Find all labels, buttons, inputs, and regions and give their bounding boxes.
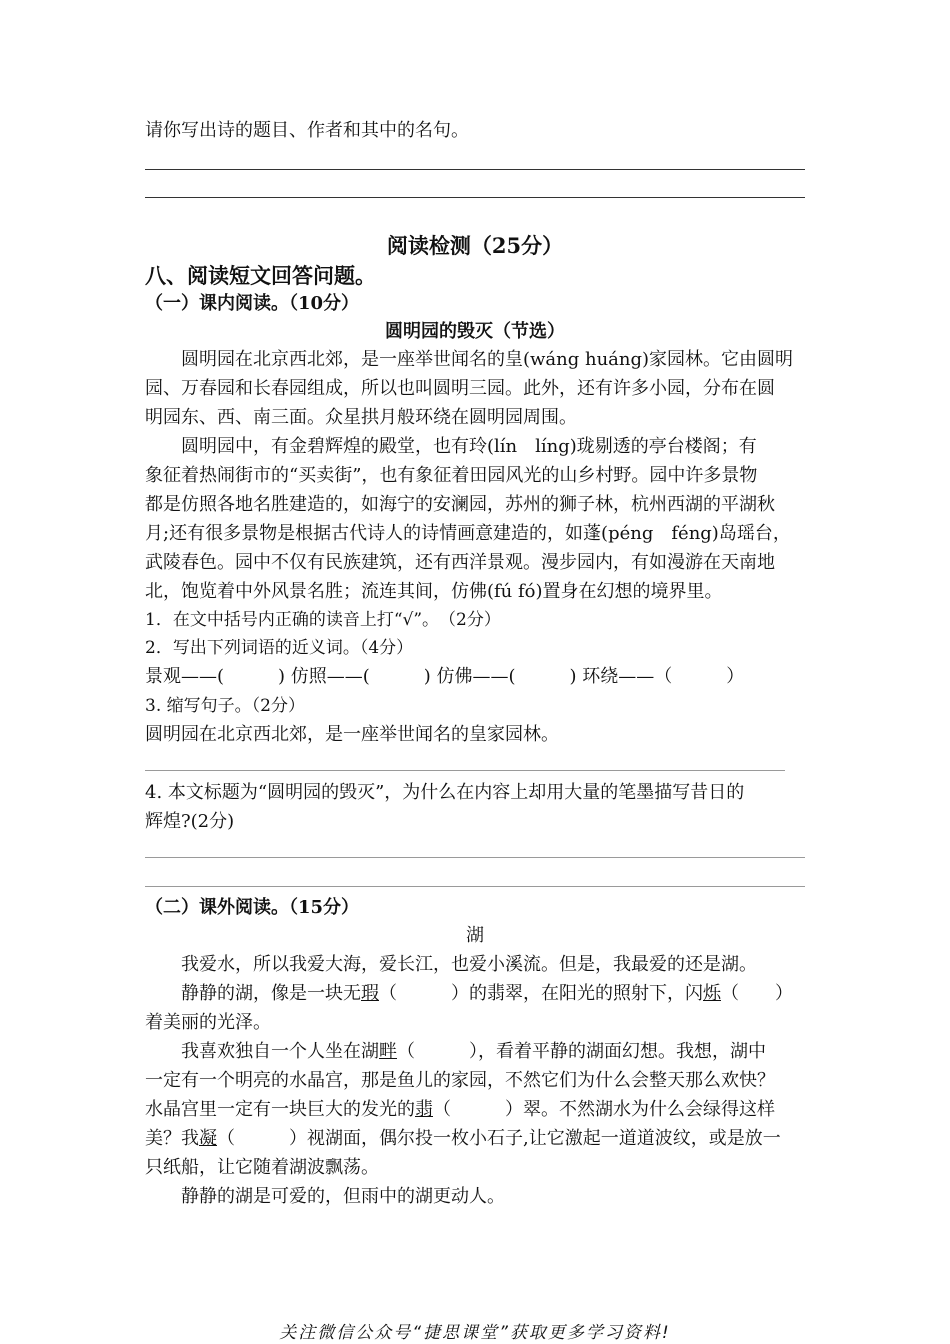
underlined-char: 畔	[379, 1041, 397, 1062]
answer-line	[145, 857, 805, 858]
passage1-line: 明园东、西、南三面。众星拱月般环绕在圆明园周围。	[145, 407, 577, 428]
passage1-line: 月;还有很多景物是根据古代诗人的诗情画意建造的，如蓬(péng féng)岛瑶台，	[145, 523, 791, 544]
question-2-words: 景观——( ) 仿照——( ) 仿佛——( ) 环绕——（ ）	[145, 666, 745, 687]
question-4-cont: 辉煌?(2分)	[145, 811, 235, 832]
part2-heading: （二）课外阅读。（15分）	[145, 897, 360, 918]
passage1-line: 园、万春园和长春园组成，所以也叫圆明三园。此外，还有许多小园，分布在圆	[145, 378, 775, 399]
passage2-line: 我爱水，所以我爱大海，爱长江，也爱小溪流。但是，我最爱的还是湖。	[145, 954, 757, 975]
underlined-char: 烁	[703, 983, 721, 1004]
passage1-line: 圆明园中，有金碧辉煌的殿堂，也有玲(lín líng)珑剔透的亭台楼阁；有	[145, 436, 757, 457]
poem-instruction: 请你写出诗的题目、作者和其中的名句。	[145, 120, 469, 141]
passage1-line: 圆明园在北京西北郊，是一座举世闻名的皇(wáng huáng)家园林。它由圆明	[145, 349, 794, 370]
footer-promo: 关注微信公众号“捷思课堂”获取更多学习资料!	[279, 1323, 671, 1343]
question-4: 4. 本文标题为“圆明园的毁灭”，为什么在内容上却用大量的笔墨描写昔日的	[145, 782, 745, 803]
passage2-line: 静静的湖，像是一块无瑕（ ）的翡翠，在阳光的照射下，闪烁（ ）	[145, 983, 793, 1004]
passage1-line: 都是仿照各地名胜建造的，如海宁的安澜园，苏州的狮子林，杭州西湖的平湖秋	[145, 494, 775, 515]
underlined-char: 瑕	[361, 983, 379, 1004]
answer-line	[145, 169, 805, 170]
passage1-title: 圆明园的毁灭（节选）	[385, 321, 565, 342]
answer-line	[145, 886, 805, 887]
question-1: 1．在文中括号内正确的读音上打“√”。 （2分）	[145, 610, 501, 630]
passage1-line: 北，饱览着中外风景名胜；流连其间，仿佛(fú fó)置身在幻想的境界里。	[145, 581, 723, 602]
passage2-line: 美？我凝（ ）视湖面，偶尔投一枚小石子,让它激起一道道波纹，或是放一	[145, 1128, 781, 1149]
question-2: 2．写出下列词语的近义词。（4分）	[145, 638, 414, 658]
passage2-line: 着美丽的光泽。	[145, 1012, 271, 1033]
underlined-char: 凝	[199, 1128, 217, 1149]
passage1-line: 武陵春色。园中不仅有民族建筑，还有西洋景观。漫步园内，有如漫游在天南地	[145, 552, 775, 573]
answer-line	[145, 197, 805, 198]
section-heading: 八、阅读短文回答问题。	[145, 263, 376, 288]
underlined-char: 翡	[415, 1099, 433, 1120]
passage2-line: 只纸船，让它随着湖波飘荡。	[145, 1157, 379, 1178]
passage2-line: 静静的湖是可爱的，但雨中的湖更动人。	[145, 1186, 505, 1207]
passage2-line: 我喜欢独自一个人坐在湖畔（ ），看着平静的湖面幻想。我想，湖中	[145, 1041, 766, 1062]
part1-heading: （一）课内阅读。（10分）	[145, 293, 360, 314]
passage1-line: 象征着热闹街市的“买卖街”，也有象征着田园风光的山乡村野。园中许多景物	[145, 465, 758, 486]
passage2-line: 水晶宫里一定有一块巨大的发光的翡（ ）翠。不然湖水为什么会绿得这样	[145, 1099, 775, 1120]
passage2-line: 一定有一个明亮的水晶宫，那是鱼儿的家园，不然它们为什么会整天那么欢快？	[145, 1070, 775, 1091]
passage2-title: 湖	[466, 925, 484, 946]
question-3: 3. 缩写句子。（2分）	[145, 696, 305, 716]
section-title: 阅读检测（25分）	[386, 233, 564, 258]
answer-line	[145, 770, 785, 771]
question-3-sentence: 圆明园在北京西北郊，是一座举世闻名的皇家园林。	[145, 724, 559, 745]
